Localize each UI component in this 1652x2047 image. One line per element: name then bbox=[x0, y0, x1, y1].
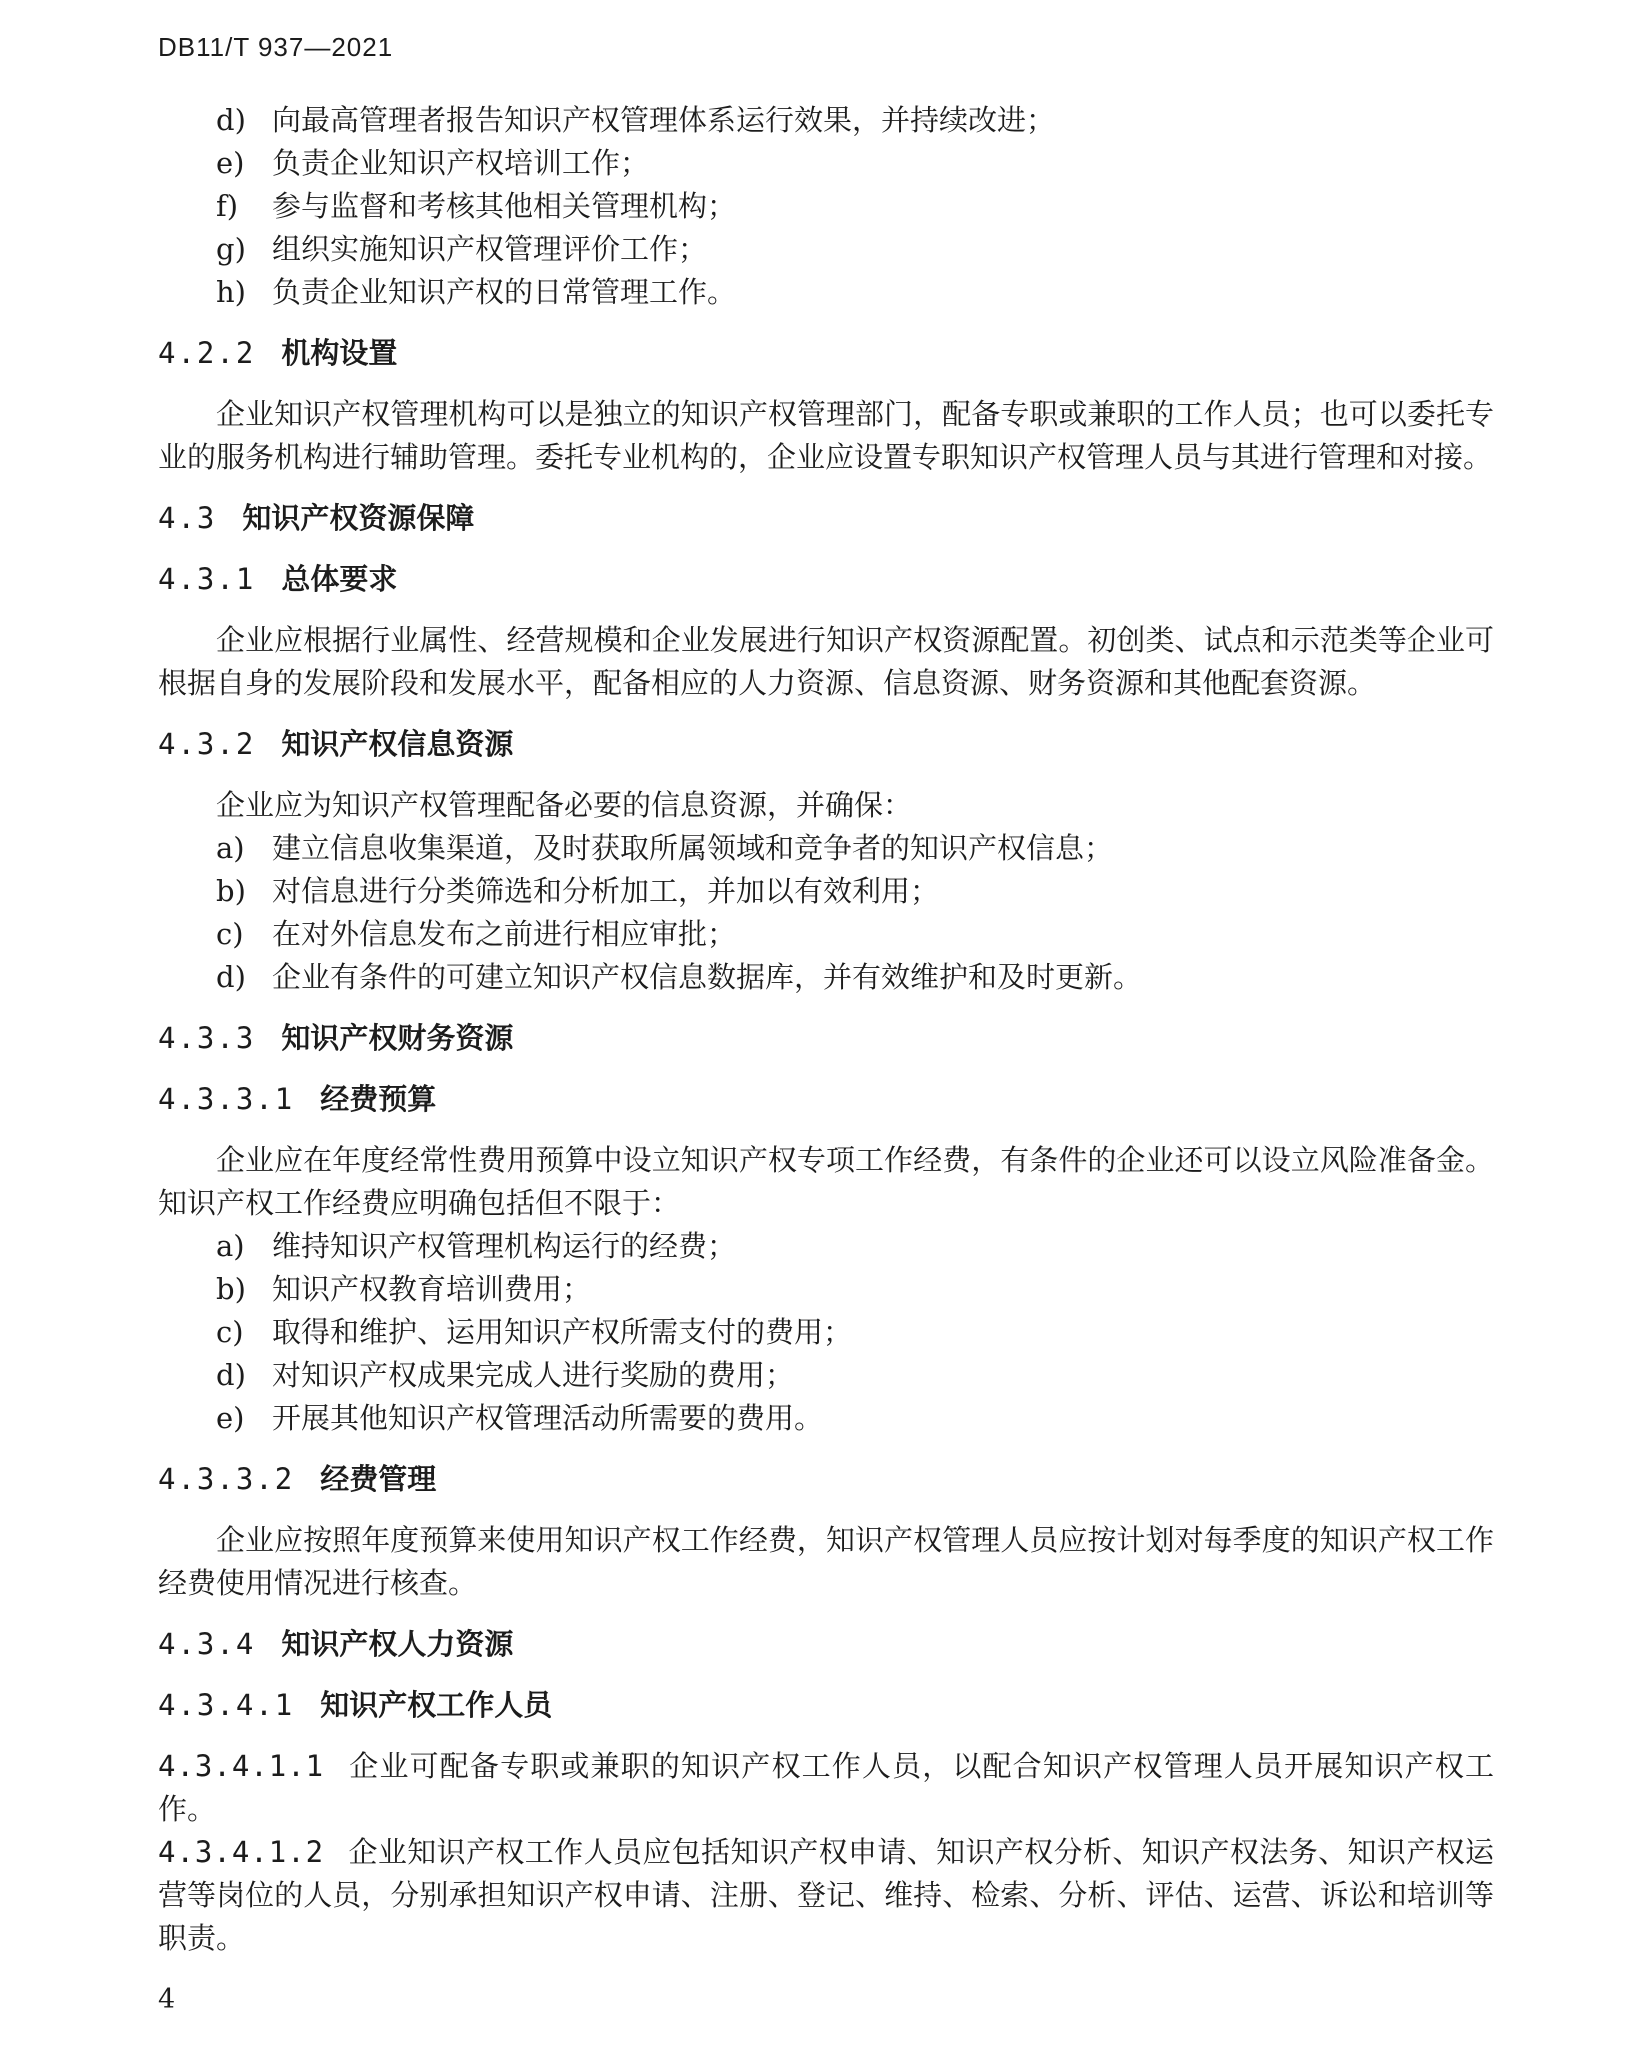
doc-code: DB11/T 937—2021 bbox=[158, 32, 394, 62]
list-item bbox=[216, 271, 1494, 314]
item-label: c) bbox=[216, 917, 244, 951]
clause-text: 企业知识产权工作人员应包括知识产权申请、知识产权分析、知识产权法务、知识产权运营等岗位的人员，分别承担知识产权申请、注册、登记、维持、检索、分析、评估、运营、诉讼和培训等职责。 bbox=[158, 1835, 1494, 1955]
clause-text: 企业可配备专职或兼职的知识产权工作人员，以配合知识产权管理人员开展知识产权工作。 bbox=[158, 1749, 1494, 1826]
item-text: 在对外信息发布之前进行相应审批； bbox=[272, 917, 737, 951]
clause-title: 知识产权财务资源 bbox=[281, 1021, 514, 1055]
item-label: e) bbox=[216, 146, 245, 180]
item-text: 组织实施知识产权管理评价工作； bbox=[272, 232, 708, 266]
clause-number: 4.3.2 bbox=[158, 727, 256, 761]
list-item bbox=[216, 1354, 1494, 1397]
item-text: 知识产权教育培训费用； bbox=[272, 1272, 592, 1306]
list-item bbox=[216, 956, 1494, 999]
item-label: c) bbox=[216, 1315, 244, 1349]
clause-number: 4.3 bbox=[158, 501, 217, 535]
clause-title: 知识产权资源保障 bbox=[242, 501, 475, 535]
item-text: 对知识产权成果完成人进行奖励的费用； bbox=[272, 1358, 795, 1392]
list-item bbox=[216, 99, 1494, 142]
item-text: 维持知识产权管理机构运行的经费； bbox=[272, 1229, 737, 1263]
section-heading-4-3-3 bbox=[158, 1017, 1494, 1060]
section-heading-4-2-2 bbox=[158, 332, 1494, 375]
clause-title: 知识产权人力资源 bbox=[281, 1627, 514, 1661]
list-item bbox=[216, 142, 1494, 185]
clause-number: 4.3.4.1.1 bbox=[158, 1749, 325, 1783]
item-label: d) bbox=[216, 1358, 246, 1392]
item-label: a) bbox=[216, 1229, 245, 1263]
clause-number: 4.3.1 bbox=[158, 562, 256, 596]
item-label: g) bbox=[216, 232, 246, 266]
item-text: 开展其他知识产权管理活动所需要的费用。 bbox=[272, 1401, 824, 1435]
list-item bbox=[216, 827, 1494, 870]
list-item bbox=[216, 185, 1494, 228]
paragraph-4-3-2-intro: 企业应为知识产权管理配备必要的信息资源，并确保： bbox=[216, 788, 913, 822]
clause-number: 4.2.2 bbox=[158, 336, 256, 370]
item-label: e) bbox=[216, 1401, 245, 1435]
list-item bbox=[216, 870, 1494, 913]
list-item bbox=[216, 1225, 1494, 1268]
item-label: h) bbox=[216, 275, 246, 309]
item-label: d) bbox=[216, 960, 246, 994]
clause-title: 知识产权工作人员 bbox=[320, 1688, 553, 1722]
list-4-3-3-1 bbox=[158, 1225, 1494, 1440]
clause-title: 知识产权信息资源 bbox=[281, 727, 514, 761]
clause-number: 4.3.4.1.2 bbox=[158, 1835, 325, 1869]
clause-4-3-4-1-1 bbox=[158, 1745, 1494, 1831]
item-text: 建立信息收集渠道，及时获取所属领域和竞争者的知识产权信息； bbox=[272, 831, 1114, 865]
section-heading-4-3-2 bbox=[158, 723, 1494, 766]
paragraph-4-3-1: 企业应根据行业属性、经营规模和企业发展进行知识产权资源配置。初创类、试点和示范类等企业可根据自身的发展阶段和发展水平，配备相应的人力资源、信息资源、财务资源和其他配套资源。 bbox=[158, 623, 1494, 700]
clause-title: 机构设置 bbox=[281, 336, 398, 370]
clause-title: 经费管理 bbox=[320, 1462, 437, 1496]
section-heading-4-3-3-2 bbox=[158, 1458, 1494, 1501]
item-label: b) bbox=[216, 1272, 246, 1306]
page-number: 4 bbox=[158, 1984, 176, 2015]
item-label: b) bbox=[216, 874, 246, 908]
section-heading-4-3 bbox=[158, 497, 1494, 540]
section-heading-4-3-4-1 bbox=[158, 1684, 1494, 1727]
clause-number: 4.3.4 bbox=[158, 1627, 256, 1661]
list-item bbox=[216, 1311, 1494, 1354]
item-text: 对信息进行分类筛选和分析加工，并加以有效利用； bbox=[272, 874, 940, 908]
item-text: 负责企业知识产权的日常管理工作。 bbox=[272, 275, 737, 309]
section-heading-4-3-4 bbox=[158, 1623, 1494, 1666]
list-item bbox=[216, 228, 1494, 271]
item-label: a) bbox=[216, 831, 245, 865]
clause-title: 总体要求 bbox=[281, 562, 398, 596]
item-text: 负责企业知识产权培训工作； bbox=[272, 146, 650, 180]
clause-number: 4.3.3.2 bbox=[158, 1462, 295, 1496]
list-item bbox=[216, 1397, 1494, 1440]
clause-4-3-4-1-2 bbox=[158, 1831, 1494, 1960]
paragraph-4-3-3-2: 企业应按照年度预算来使用知识产权工作经费，知识产权管理人员应按计划对每季度的知识产权工作经费使用情况进行核查。 bbox=[158, 1523, 1494, 1600]
clause-title: 经费预算 bbox=[320, 1082, 437, 1116]
paragraph-4-2-2: 企业知识产权管理机构可以是独立的知识产权管理部门，配备专职或兼职的工作人员；也可以委托专业的服务机构进行辅助管理。委托专业机构的，企业应设置专职知识产权管理人员与其进行管理和对接。 bbox=[158, 397, 1494, 474]
item-text: 企业有条件的可建立知识产权信息数据库，并有效维护和及时更新。 bbox=[272, 960, 1143, 994]
clause-number: 4.3.3 bbox=[158, 1021, 256, 1055]
item-text: 取得和维护、运用知识产权所需支付的费用； bbox=[272, 1315, 853, 1349]
list-item bbox=[216, 1268, 1494, 1311]
list-top bbox=[158, 99, 1494, 314]
section-heading-4-3-1 bbox=[158, 558, 1494, 601]
list-item bbox=[216, 913, 1494, 956]
item-text: 向最高管理者报告知识产权管理体系运行效果，并持续改进； bbox=[272, 103, 1056, 137]
list-4-3-2 bbox=[158, 827, 1494, 999]
paragraph-4-3-3-1: 企业应在年度经常性费用预算中设立知识产权专项工作经费，有条件的企业还可以设立风险准备金。知识产权工作经费应明确包括但不限于： bbox=[158, 1143, 1494, 1220]
section-heading-4-3-3-1 bbox=[158, 1078, 1494, 1121]
clause-number: 4.3.4.1 bbox=[158, 1688, 295, 1722]
item-label: d) bbox=[216, 103, 246, 137]
item-text: 参与监督和考核其他相关管理机构； bbox=[272, 189, 737, 223]
item-label: f) bbox=[216, 189, 239, 223]
clause-number: 4.3.3.1 bbox=[158, 1082, 295, 1116]
